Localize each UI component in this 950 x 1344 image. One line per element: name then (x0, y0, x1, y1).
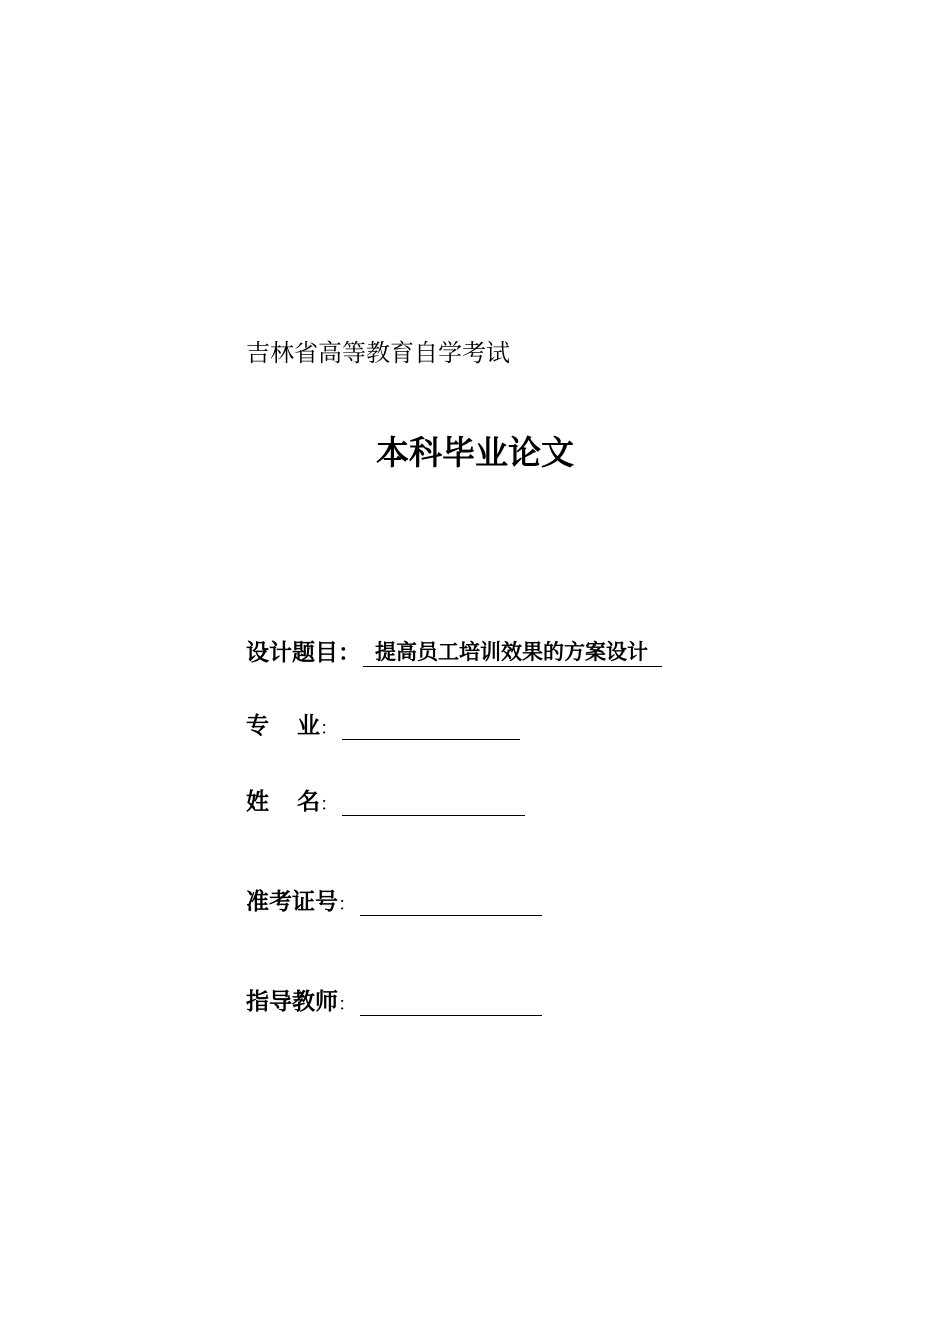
exam-title: 吉林省高等教育自学考试 (246, 339, 510, 367)
major-field (246, 707, 520, 740)
name-label-first: 姓 (246, 789, 269, 815)
exam-id-label: 准考证号 (246, 889, 338, 915)
name-label-second: 名 (297, 789, 320, 815)
name-label (246, 783, 320, 816)
name-blank[interactable] (342, 791, 525, 816)
major-label-first: 专 (246, 713, 269, 739)
advisor-blank[interactable] (360, 991, 542, 1016)
exam-id-colon: ： (338, 894, 356, 915)
major-label-second: 业 (297, 713, 320, 739)
advisor-colon: ： (338, 994, 356, 1015)
exam-id-blank[interactable] (360, 891, 542, 916)
advisor-field (246, 983, 542, 1016)
advisor-label: 指导教师 (246, 989, 338, 1015)
exam-id-field (246, 883, 542, 916)
name-colon: ： (320, 794, 338, 815)
name-field (246, 783, 525, 816)
major-colon: ： (320, 718, 338, 739)
document-type-title: 本科毕业论文 (376, 433, 574, 472)
topic-field (246, 634, 662, 667)
topic-value[interactable]: 提高员工培训效果的方案设计 (363, 636, 662, 667)
major-label (246, 707, 320, 740)
topic-label: 设计题目： (246, 640, 361, 666)
major-blank[interactable] (342, 715, 520, 740)
